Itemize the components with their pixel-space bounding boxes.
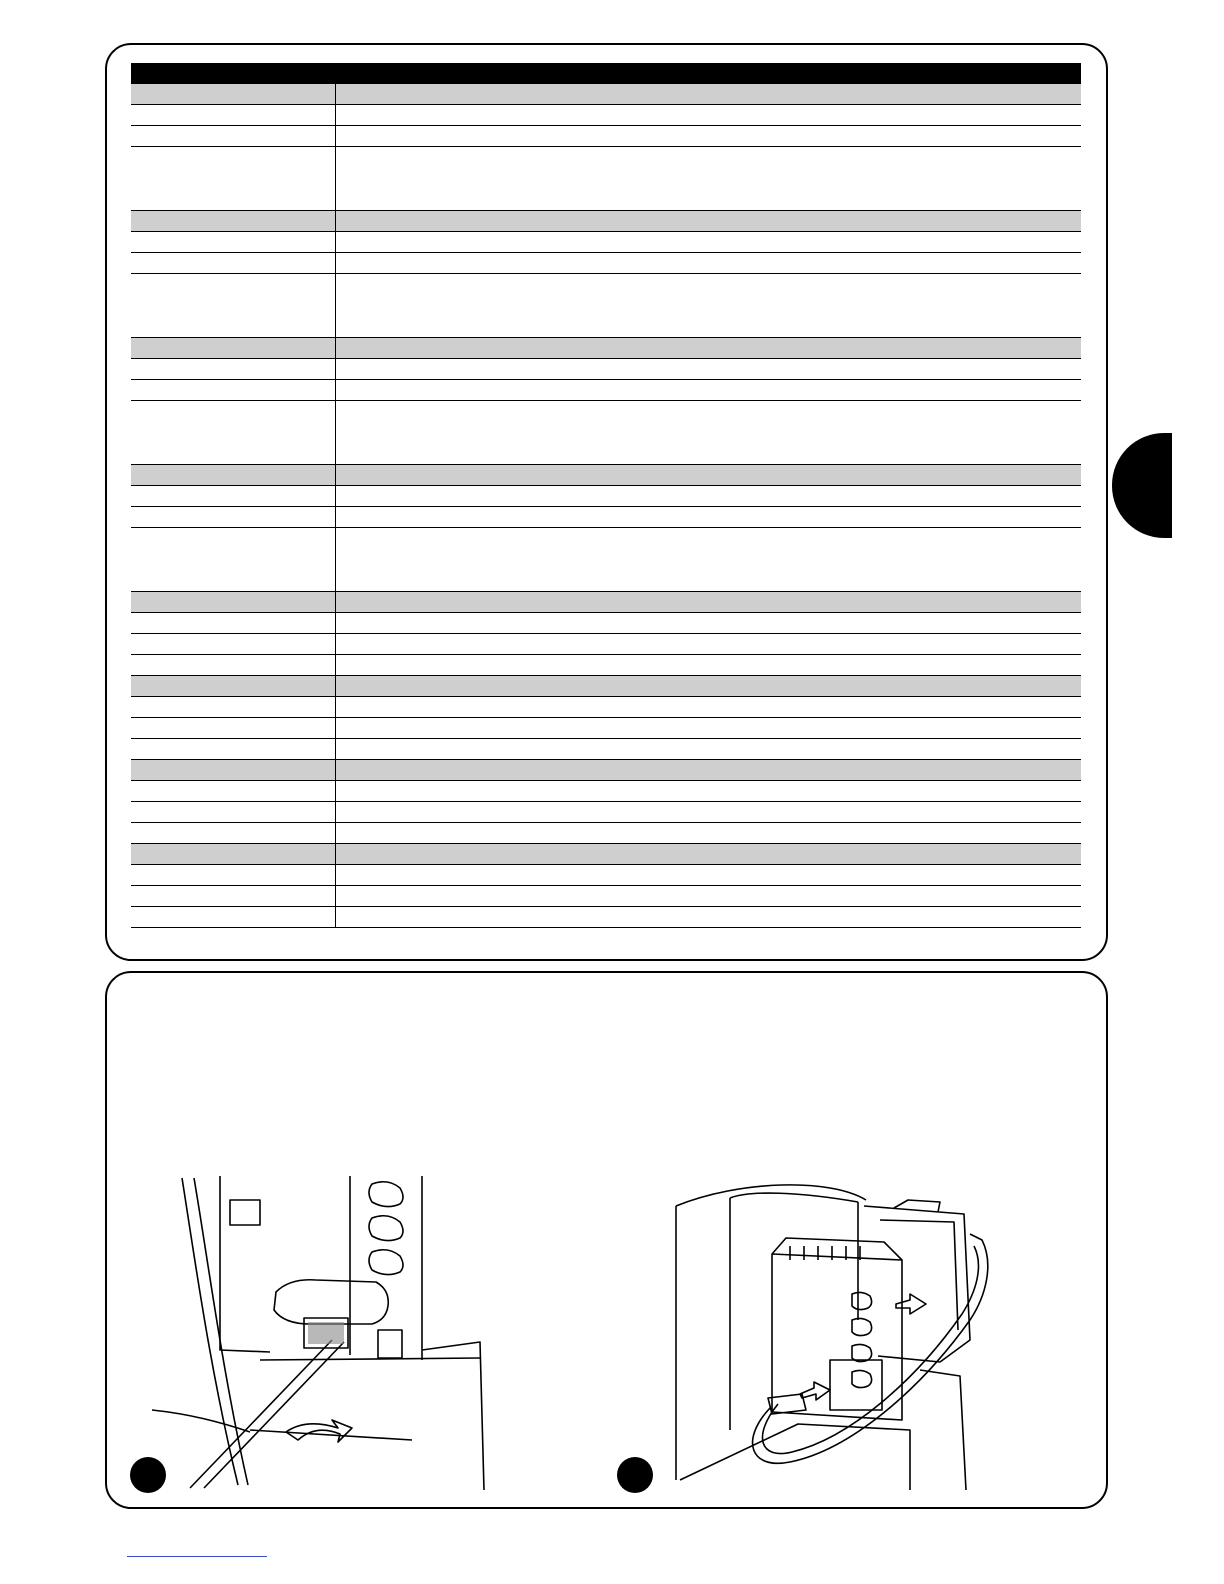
table-cell-label <box>131 865 336 885</box>
table-cell-label <box>131 211 336 231</box>
table-section-row <box>131 84 1081 105</box>
footer-link-underline <box>127 1556 267 1557</box>
table-cell-label <box>131 760 336 780</box>
table-row <box>131 380 1081 401</box>
table-cell-label <box>131 359 336 379</box>
table-row <box>131 528 1081 592</box>
table-cell-label <box>131 907 336 927</box>
table-cell-label <box>131 380 336 400</box>
table-row <box>131 274 1081 338</box>
table-row <box>131 802 1081 823</box>
table-cell-label <box>131 739 336 759</box>
table-row <box>131 507 1081 528</box>
table-row <box>131 655 1081 676</box>
figure-bullet-2 <box>617 1457 653 1493</box>
table-row <box>131 823 1081 844</box>
table-row <box>131 886 1081 907</box>
table-section-row <box>131 760 1081 781</box>
table-row <box>131 147 1081 211</box>
table-cell-label <box>131 465 336 485</box>
table-row <box>131 739 1081 760</box>
table-cell-label <box>131 781 336 801</box>
table-cell-label <box>131 718 336 738</box>
table-cell-label <box>131 486 336 506</box>
table-cell-label <box>131 886 336 906</box>
table-cell-label <box>131 655 336 675</box>
table-section-row <box>131 465 1081 486</box>
table-cell-label <box>131 823 336 843</box>
table-row <box>131 253 1081 274</box>
table-section-row <box>131 592 1081 613</box>
table-cell-label <box>131 401 336 464</box>
table-cell-label <box>131 253 336 273</box>
table-cell-label <box>131 676 336 696</box>
table-section-row <box>131 844 1081 865</box>
table-body <box>131 84 1081 928</box>
screwdriver-illustration-icon <box>150 1170 510 1490</box>
battery-connector-illustration-icon <box>620 1180 1000 1490</box>
table-cell-label <box>131 802 336 822</box>
table-row <box>131 697 1081 718</box>
table-cell-label <box>131 592 336 612</box>
table-row <box>131 907 1081 928</box>
table-cell-label <box>131 613 336 633</box>
table-cell-label <box>131 507 336 527</box>
table-cell-label <box>131 634 336 654</box>
table-row <box>131 486 1081 507</box>
table-cell-label <box>131 126 336 146</box>
table-row <box>131 781 1081 802</box>
specification-table <box>131 63 1081 928</box>
table-row <box>131 634 1081 655</box>
table-cell-label <box>131 338 336 358</box>
table-row <box>131 401 1081 465</box>
table-row <box>131 232 1081 253</box>
table-cell-label <box>131 147 336 210</box>
table-row <box>131 126 1081 147</box>
table-cell-label <box>131 105 336 125</box>
table-section-row <box>131 338 1081 359</box>
table-row <box>131 359 1081 380</box>
table-header-bar <box>131 63 1081 84</box>
table-cell-label <box>131 274 336 337</box>
table-section-row <box>131 676 1081 697</box>
table-row <box>131 718 1081 739</box>
language-side-tab <box>1112 433 1172 538</box>
table-cell-label <box>131 84 336 104</box>
table-cell-label <box>131 697 336 717</box>
table-cell-label <box>131 528 336 591</box>
figure-bullet-1 <box>130 1457 166 1493</box>
table-cell-label <box>131 232 336 252</box>
table-row <box>131 865 1081 886</box>
table-cell-label <box>131 844 336 864</box>
table-section-row <box>131 211 1081 232</box>
table-row <box>131 613 1081 634</box>
table-row <box>131 105 1081 126</box>
